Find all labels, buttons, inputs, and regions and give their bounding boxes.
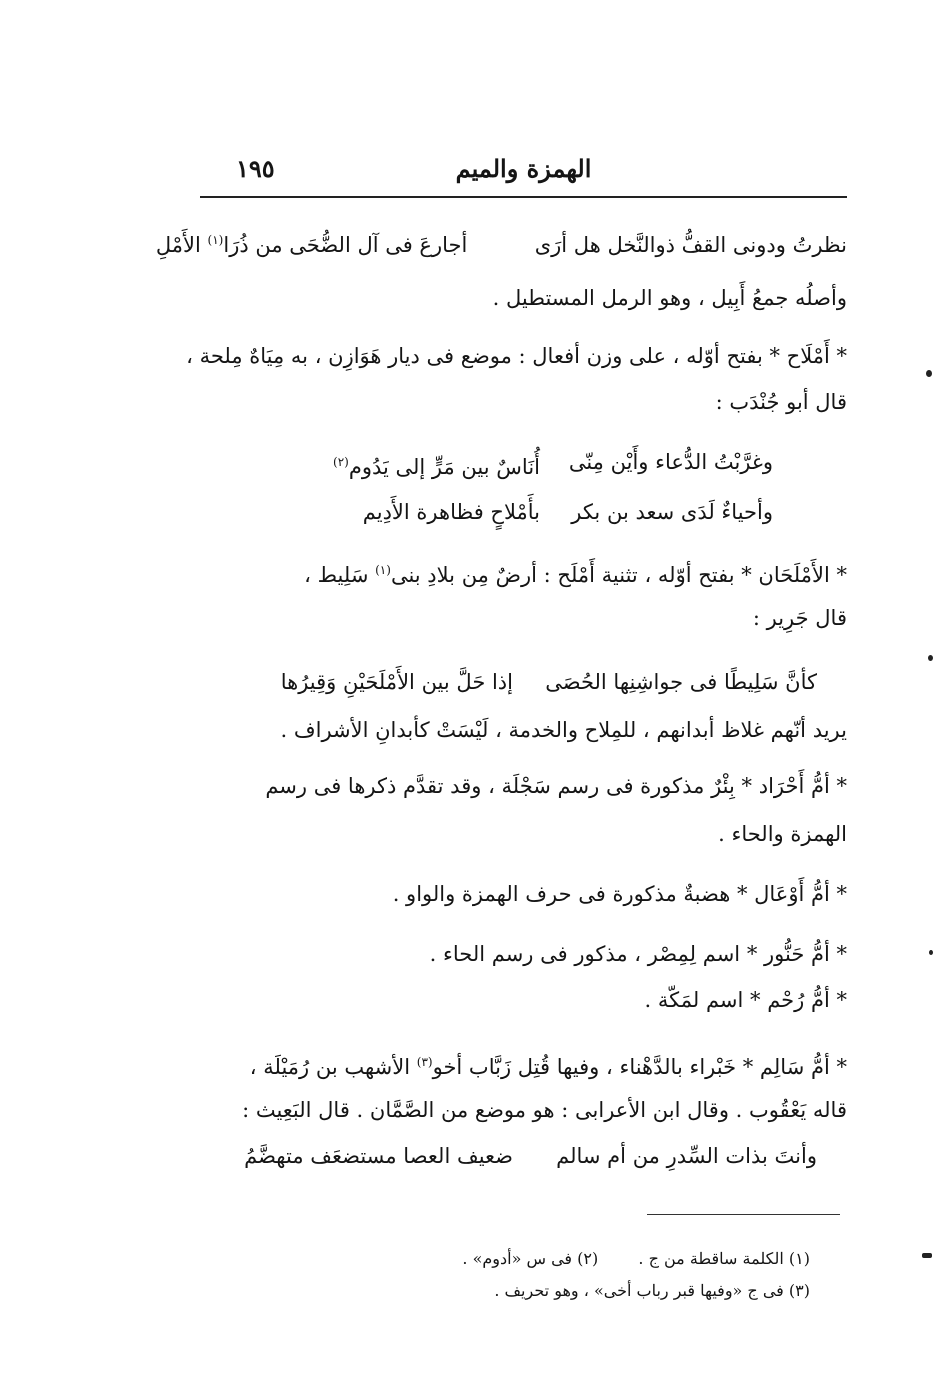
text-line-4: قال أبو جُنْدَب :: [715, 390, 847, 414]
entry-umm-ruhm: * أمُّ رُحْم * اسم لمَكّة .: [644, 988, 847, 1012]
entry-umm-hannur: * أمُّ حَنُّور * اسم لِمِصْر ، مذكور فى رسم الحاء .: [429, 942, 847, 966]
scan-speck: [922, 1253, 932, 1258]
text-line-9: الهمزة والحاء .: [718, 822, 847, 846]
entry-umm-awal: * أمُّ أَوْعَال * هضبةٌ مذكورة فى حرف الهمزة والواو .: [392, 882, 847, 906]
verse-1a: وغرَّبْتُ الدُّعاء وأَيْن مِنّى: [568, 450, 773, 474]
verse-2a: وأحياءٌ لَدَى سعد بن بكر: [571, 500, 773, 524]
footnote-marker: (٢): [333, 455, 349, 469]
scan-speck: [929, 950, 933, 955]
text-line-7: يريد أنّهم غلاظ أبدانهم ، للمِلاح والخدمة ، لَيْسَتْ كأبدانِ الأشراف .: [280, 718, 847, 742]
footnote-marker: (٣): [416, 1055, 433, 1069]
verse-1b: أُنَاسٌ بين مَرٍّ إلى يَدُوم$^{(٢)}$: [333, 455, 540, 479]
hemistich-1c: الأَمْلِ: [155, 233, 208, 257]
scan-speck: [928, 655, 933, 661]
entry-umm-ahrad: * أمُّ أَحْرَاد * بِئْرٌ مذكورة فى رسم سَجْلَة ، وقد تقدَّم ذكرها فى رسم: [265, 774, 847, 798]
footnote-1-2: [400, 1244, 810, 1274]
text-line-1: [155, 218, 847, 262]
scan-speck: [926, 370, 932, 377]
header-rule: [200, 196, 847, 198]
footnote-rule: [647, 1214, 840, 1215]
entry-amlah: * أَمْلَاح * بفتح أوّله ، على وزن أفعال : موضع فى ديار هَوَازِن ، به مِيَاهٌ مِلحة ،: [186, 344, 847, 368]
page-header: [200, 148, 847, 196]
page-number: ١٩٥: [236, 154, 275, 183]
hemistich-1a: نظرتُ ودونى القفُّ ذوالنَّخل هل أرَى: [534, 233, 847, 257]
entry-umm-salim: * أمُّ سَالِم * خَبْراء بالدَّهْناء ، وفيها قُتِل زَبَّاب أخو$^{(٣)}$ الأشهب بن رُمَيْلَة ،: [249, 1055, 847, 1079]
verse-4a: وأنتَ بذات السِّدرِ من أم سالم: [556, 1144, 817, 1168]
text-line-2: وأصلُه جمعُ أَبِيل ، وهو الرمل المستطيل .: [492, 286, 847, 310]
verse-4b: ضعيف العصا مستضعَف متهضَّمُ: [244, 1144, 513, 1168]
entry-amlahan: * الأَمْلَحَان * بفتح أوّله ، تثنية أَمْلَح : أرضٌ مِن بلادِ بنى$^{(١)}$ سَلِيط ،: [304, 563, 847, 587]
footnote-marker: (١): [375, 563, 391, 577]
verse-3b: إذا حَلَّ بين الأَمْلَحَيْنِ وَقِيرُها: [280, 670, 513, 694]
running-title: الهمزة والميم: [455, 154, 592, 183]
footnote-3: (٣) فى ج «وفيها قبر رباب أخى» ، وهو تحريف .: [494, 1281, 810, 1300]
footnote-1: (١) الكلمة ساقطة من ج .: [638, 1249, 810, 1268]
footnote-marker: (١): [207, 233, 224, 247]
verse-2b: بأَمْلاحٍ فظاهرة الأَدِيم: [362, 500, 540, 524]
hemistich-1b: أجارعَ فى آل الضُّحَى من ذُرَا: [223, 233, 468, 257]
text-line-14: قاله يَعْقُوب . وقال ابن الأعرابى : هو موضع من الصَّمَّان . قال البَعِيث :: [242, 1098, 847, 1122]
text-line-6: قال جَرِير :: [752, 606, 847, 630]
verse-3a: كأنَّ سَلِيطًا فى جواشِنِها الحُصَى: [545, 670, 817, 694]
footnote-2: (٢) فى س «أدوم» .: [462, 1249, 599, 1268]
